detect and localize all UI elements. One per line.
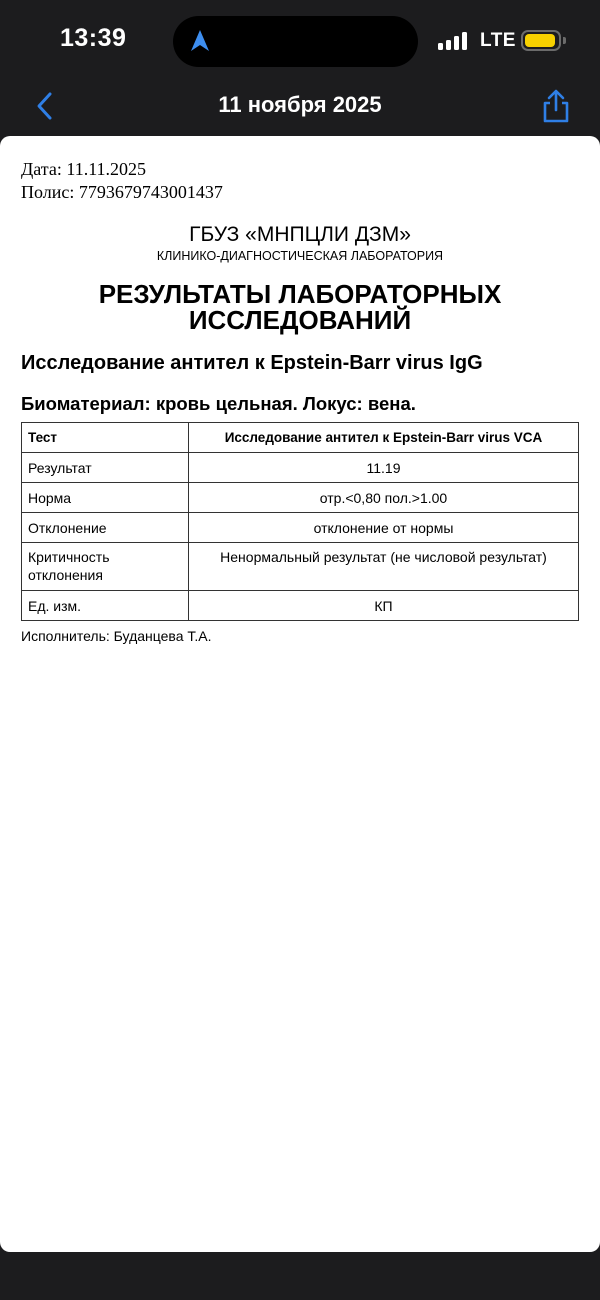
- unit-value: КП: [189, 591, 579, 621]
- status-bar: [0, 0, 600, 80]
- status-time: 13:39: [60, 24, 127, 52]
- row-label-line-2: отклонения: [28, 567, 103, 583]
- table-row: [22, 453, 579, 483]
- table-row: [22, 513, 579, 543]
- battery-icon: [521, 30, 561, 51]
- performer: Исполнитель: Буданцева Т.А.: [21, 628, 212, 644]
- battery-tip: [563, 37, 566, 44]
- study-name: Исследование антител к Epstein-Barr virus IgG: [21, 352, 483, 374]
- laboratory-name: КЛИНИКО-ДИАГНОСТИЧЕСКАЯ ЛАБОРАТОРИЯ: [156, 249, 444, 263]
- row-label: Отклонение: [22, 513, 189, 543]
- date-line: Дата: 11.11.2025: [21, 159, 147, 179]
- criticality-value: Ненормальный результат (не числовой результат): [189, 543, 579, 591]
- row-label-line-1: Критичность: [28, 549, 110, 565]
- share-icon[interactable]: [540, 88, 572, 124]
- navigation-bar: [0, 80, 600, 136]
- result-value: 11.19: [189, 453, 579, 483]
- title-line-2: ИССЛЕДОВАНИЙ: [188, 305, 412, 335]
- row-label: Тест: [22, 423, 189, 453]
- row-label: [22, 543, 189, 591]
- reference-range: отр.<0,80 пол.>1.00: [189, 483, 579, 513]
- nav-title: 11 ноября 2025: [218, 92, 382, 117]
- table-row: [22, 483, 579, 513]
- row-label: Результат: [22, 453, 189, 483]
- table-row: [22, 423, 579, 453]
- deviation-value: отклонение от нормы: [189, 513, 579, 543]
- policy-line: Полис: 7793679743001437: [21, 182, 223, 202]
- organization-name: ГБУЗ «МНПЦЛИ ДЗМ»: [189, 223, 411, 246]
- row-label: Ед. изм.: [22, 591, 189, 621]
- battery-level: [525, 34, 555, 47]
- document-page: [0, 136, 600, 1252]
- biomaterial: Биоматериал: кровь цельная. Локус: вена.: [21, 393, 416, 414]
- row-label: Норма: [22, 483, 189, 513]
- document-title: [0, 281, 600, 333]
- results-table: [21, 422, 579, 621]
- network-type: LTE: [480, 30, 516, 51]
- dynamic-island: [173, 16, 418, 67]
- location-arrow-icon: [189, 29, 211, 53]
- row-value: Исследование антител к Epstein-Barr virus VCA: [189, 423, 579, 453]
- document-meta: [21, 158, 223, 204]
- signal-strength-icon: [438, 32, 470, 50]
- table-row: [22, 543, 579, 591]
- table-row: [22, 591, 579, 621]
- title-line-1: РЕЗУЛЬТАТЫ ЛАБОРАТОРНЫХ: [98, 279, 502, 309]
